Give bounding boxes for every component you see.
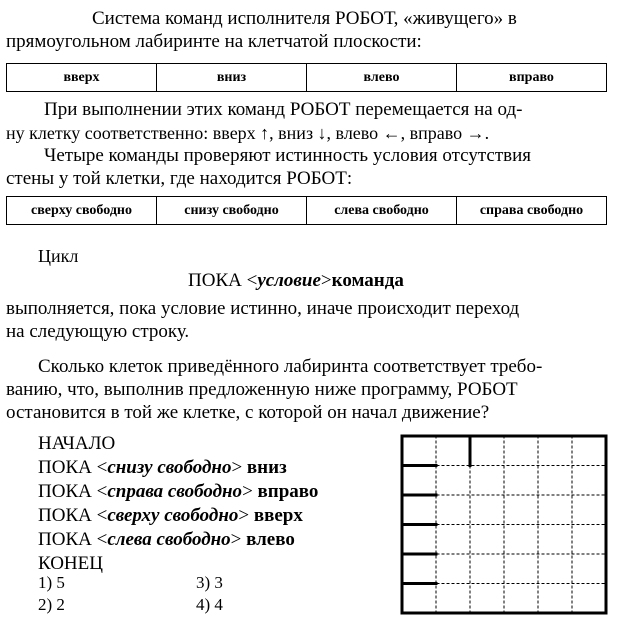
question-line-1: Сколько клеток приведённого лабиринта соответствует требо- — [38, 356, 543, 377]
loop-desc-line-1: выполняется, пока условие истинно, иначе происходит переход — [6, 298, 520, 319]
program-line-3-kw: ПОКА < — [38, 505, 108, 526]
program-line-1-kw: ПОКА < — [38, 457, 108, 478]
program-line-3-cond: сверху свободно — [107, 505, 239, 526]
question-line-3: остановится в той же клетке, с которой он начал движение? — [6, 402, 490, 423]
check-commands-table — [6, 196, 607, 225]
program-line-1-action: вниз — [242, 457, 287, 478]
answer-3[interactable]: 3) 3 — [196, 573, 223, 592]
program-end: КОНЕЦ — [38, 553, 103, 574]
program-line-1-cond: снизу свободно — [107, 457, 232, 478]
program-line-4-close: > — [230, 529, 242, 550]
program-line-2-close: > — [242, 481, 253, 502]
program-line-4 — [38, 528, 318, 552]
intro-line-1: Система команд исполнителя РОБОТ, «живущего» в — [92, 8, 517, 29]
loop-syntax-condition: условие — [257, 270, 321, 291]
program-line-3-close: > — [238, 505, 250, 526]
loop-label: Цикл — [38, 246, 79, 266]
command-up: вверх — [7, 64, 157, 92]
program-line-2 — [38, 480, 318, 504]
moves-line-2: ну клетку соответственно: вверх ↑, вниз ↓, влево ←, вправо →. — [6, 123, 490, 143]
moves-line-1: При выполнении этих команд РОБОТ перемещается на од- — [44, 99, 523, 120]
loop-syntax-keyword: ПОКА < — [188, 270, 258, 291]
loop-syntax-command: команда — [331, 270, 404, 291]
program-line-1-close: > — [231, 457, 243, 478]
check-top-free: сверху свободно — [7, 197, 157, 225]
check-left-free: слева свободно — [307, 197, 457, 225]
loop-syntax-close: > — [320, 270, 332, 291]
program-line-4-cond: слева свободно — [107, 529, 231, 550]
intro-line-2: прямоугольном лабиринте на клетчатой плоскости: — [6, 31, 422, 52]
command-right: вправо — [457, 64, 607, 92]
program-line-4-kw: ПОКА < — [38, 529, 108, 550]
loop-syntax — [188, 270, 404, 292]
program-line-2-cond: справа свободно — [107, 481, 243, 502]
program-line-3-action: вверх — [249, 505, 303, 526]
check-bottom-free: снизу свободно — [157, 197, 307, 225]
answer-4[interactable]: 4) 4 — [196, 595, 223, 614]
command-left: влево — [307, 64, 457, 92]
loop-desc-line-2: на следующую строку. — [6, 321, 190, 342]
program-listing — [38, 432, 318, 576]
maze-grid — [398, 432, 612, 618]
command-down: вниз — [157, 64, 307, 92]
program-line-3 — [38, 504, 318, 528]
check-line-2: стены у той клетки, где находится РОБОТ: — [6, 168, 353, 189]
program-line-1 — [38, 456, 318, 480]
program-line-2-kw: ПОКА < — [38, 481, 108, 502]
answer-1[interactable]: 1) 5 — [38, 573, 65, 592]
answer-2[interactable]: 2) 2 — [38, 595, 65, 614]
program-line-2-action: вправо — [252, 481, 319, 502]
check-right-free: справа свободно — [457, 197, 607, 225]
question-line-2: ванию, что, выполнив предложенную ниже программу, РОБОТ — [6, 379, 518, 400]
program-line-4-action: влево — [241, 529, 295, 550]
move-commands-table — [6, 63, 607, 92]
check-line-1: Четыре команды проверяют истинность условия отсутствия — [44, 145, 532, 166]
program-start: НАЧАЛО — [38, 433, 116, 454]
